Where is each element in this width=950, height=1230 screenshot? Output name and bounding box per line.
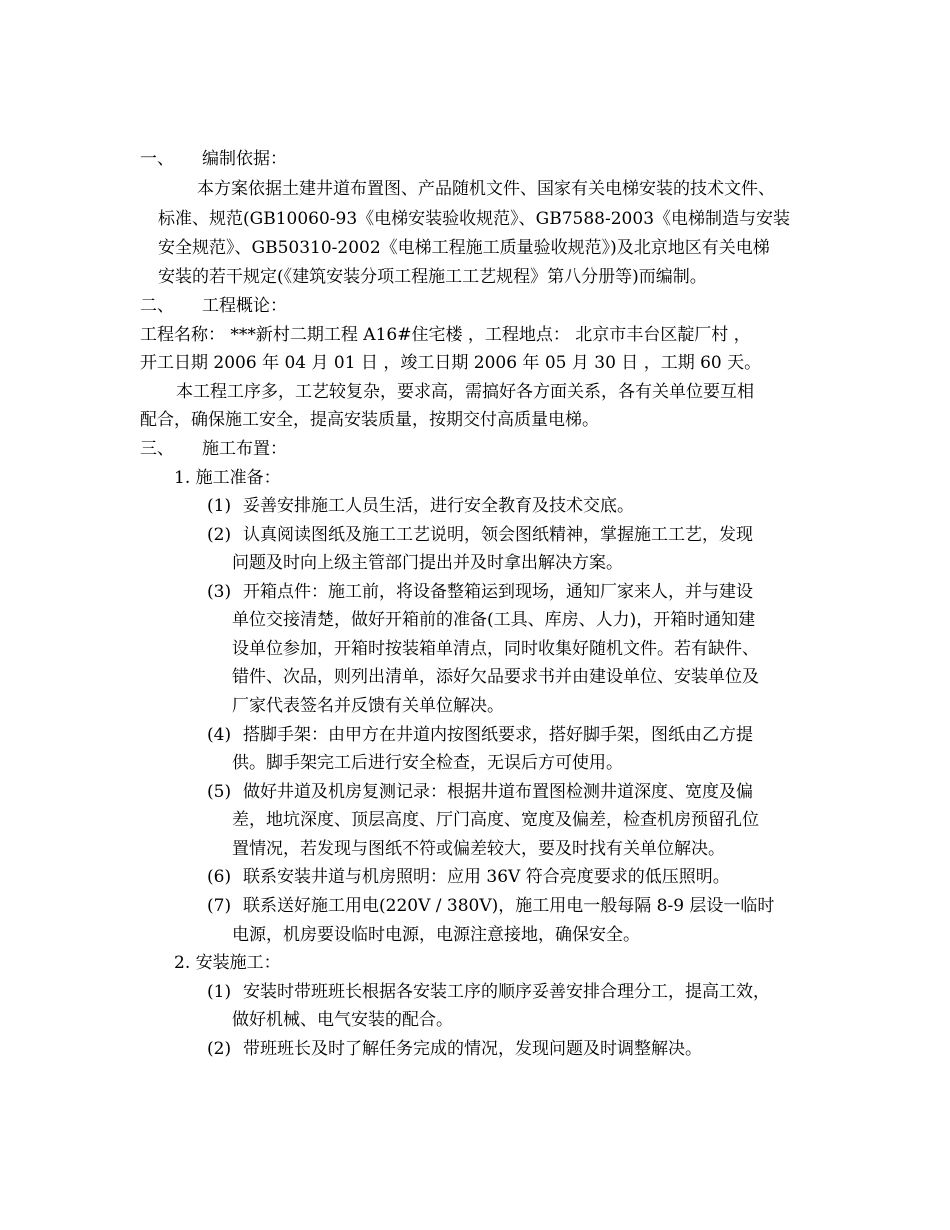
item-line: 联系安装井道与机房照明：应用 36V 符合亮度要求的低压照明。: [243, 867, 730, 887]
section3-number: 三、: [140, 439, 174, 459]
item-number: (3): [207, 582, 232, 602]
project-info-line: 工程名称： ***新村二期工程 A16#住宅楼 ，工程地点： 北京市丰台区靛厂村 ，: [140, 325, 751, 345]
item-number: (4): [207, 725, 232, 745]
item-line: 厂家代表签名并反馈有关单位解决。: [232, 696, 504, 716]
item-line: 错件、次品，则列出清单，添好欠品要求书并由建设单位、安装单位及: [232, 667, 759, 687]
section1-para-line: 安全规范》、GB50310-2002《电梯工程施工质量验收规范》)及北京地区有关电梯: [158, 238, 770, 258]
item-number: (2): [207, 525, 232, 545]
item-number: (1): [207, 982, 232, 1002]
section1-title: 编制依据：: [202, 149, 287, 169]
section2-title: 工程概论：: [202, 296, 287, 316]
item-number: (7): [207, 896, 232, 916]
item-line: 安装时带班班长根据各安装工序的顺序妥善安排合理分工，提高工效，: [243, 982, 770, 1002]
item-number: (6): [207, 867, 232, 887]
item-line: 联系送好施工用电(220V / 380V)，施工用电一般每隔 8-9 层设一临时: [243, 896, 775, 916]
section2-para-line: 配合，确保施工安全，提高安装质量，按期交付高质量电梯。: [140, 410, 599, 430]
section2-para-line: 本工程工序多，工艺较复杂，要求高，需搞好各方面关系，各有关单位要互相: [176, 382, 754, 402]
project-date-line: 开工日期 2006 年 04 月 01 日 ，竣工日期 2006 年 05 月 30 日 ，工期 60 天。: [140, 353, 762, 373]
item-line: 做好井道及机房复测记录：根据井道布置图检测井道深度、宽度及偏: [243, 782, 753, 802]
item-line: 做好机械、电气安装的配合。: [232, 1010, 453, 1030]
item-line: 认真阅读图纸及施工工艺说明，领会图纸精神，掌握施工工艺，发现: [243, 525, 753, 545]
item-line: 搭脚手架：由甲方在井道内按图纸要求，搭好脚手架，图纸由乙方提: [243, 725, 753, 745]
section1-para-line: 安装的若干规定(《建筑安装分项工程施工工艺规程》第八分册等)而编制。: [158, 267, 707, 287]
item-line: 电源，机房要设临时电源，电源注意接地，确保安全。: [232, 925, 640, 945]
item-number: (5): [207, 782, 232, 802]
item-line: 差，地坑深度、顶层高度、厅门高度、宽度及偏差，检查机房预留孔位: [232, 810, 759, 830]
section1-number: 一、: [140, 149, 174, 169]
item-line: 设单位参加，开箱时按装箱单清点，同时收集好随机文件。若有缺件、: [232, 639, 759, 659]
item-number: (1): [207, 496, 232, 516]
item-line: 置情况，若发现与图纸不符或偏差较大，要及时找有关单位解决。: [232, 839, 725, 859]
item-line: 妥善安排施工人员生活，进行安全教育及技术交底。: [243, 496, 634, 516]
section2-number: 二、: [140, 296, 174, 316]
subsection-label: 2. 安装施工：: [174, 953, 281, 973]
item-line: 问题及时向上级主管部门提出并及时拿出解决方案。: [232, 553, 623, 573]
item-line: 单位交接清楚，做好开箱前的准备(工具、库房、人力)，开箱时通知建: [232, 610, 756, 630]
item-number: (2): [207, 1039, 232, 1059]
item-line: 供。脚手架完工后进行安全检查，无误后方可使用。: [232, 753, 623, 773]
item-line: 带班班长及时了解任务完成的情况，发现问题及时调整解决。: [243, 1039, 702, 1059]
section1-para-line: 标准、规范(GB10060-93《电梯安装验收规范》、GB7588-2003《电梯制造与安装: [158, 209, 791, 229]
section3-title: 施工布置：: [202, 439, 287, 459]
subsection-label: 1. 施工准备：: [174, 468, 281, 488]
item-line: 开箱点件：施工前，将设备整箱运到现场，通知厂家来人，并与建设: [243, 582, 753, 602]
section1-para-line: 本方案依据土建井道布置图、产品随机文件、国家有关电梯安装的技术文件、: [197, 179, 775, 199]
